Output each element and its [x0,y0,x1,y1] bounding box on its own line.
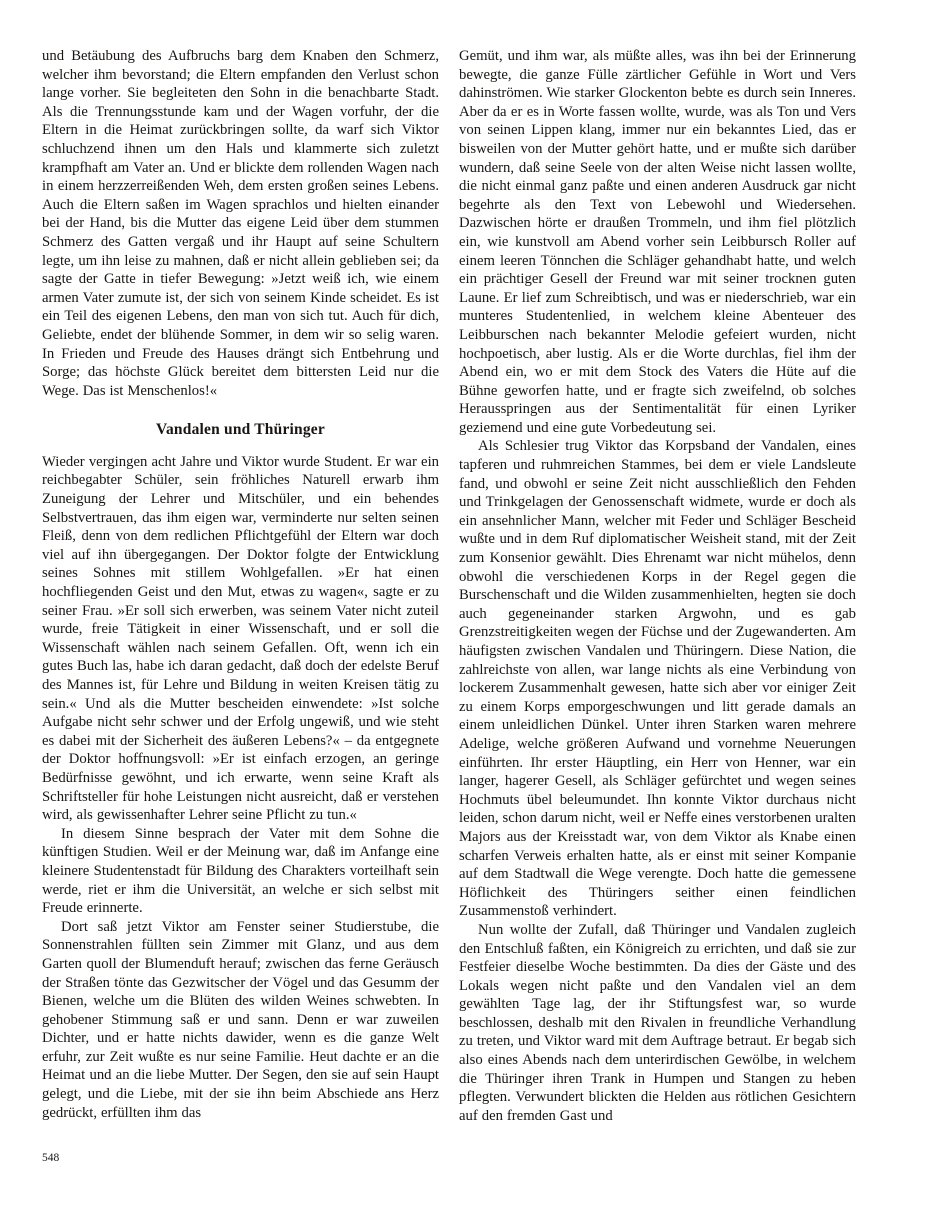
right-column [459,47,856,1125]
text-columns [42,47,856,1125]
paragraph: Nun wollte der Zufall, daß Thüringer und Vandalen zugleich den Entschluß faßten, ein Königreich zu errichten, und daß sie zur Festfeier dieselbe Woche bestimmten. Da dies der Gäste und des Lokals wegen nicht paßte und den Vandalen viel an dem gewählten Tage lag, der ihr Stiftungsfest war, so wurde beschlossen, deshalb mit den Rivalen in freundliche Verhandlung zu treten, und Viktor ward mit dem Auftrage betraut. Er begab sich also eines Abends nach dem unterirdischen Gewölbe, in welchem die Thüringer ihren Trank in Humpen und Stangen zu heben pflegten. Verwundert blickten die Helden aus rötlichen Gesichtern auf den fremden Gast und [459,921,856,1124]
page-number: 548 [42,1152,60,1164]
paragraph: und Betäubung des Aufbruchs barg dem Knaben den Schmerz, welcher ihm bevorstand; die Eltern empfanden den Verlust schon lange vorher. Sie begleiteten den Sohn in die benachbarte Stadt. Als die Trennungsstunde kam und der Wagen vorfuhr, der die Eltern in die Heimat zurückbringen sollte, da warf sich Viktor schluchzend ihnen um den Hals und klammerte sich zuletzt krampfhaft am Vater an. Und er blickte dem rollenden Wagen nach in einem herzzerreißenden Weh, dem ersten großen seines Lebens. Auch die Eltern saßen im Wagen sprachlos und hielten einander bei der Hand, bis die Mutter das eigene Leid über dem stummen Schmerz des Gatten vergaß und ihr Haupt auf seine Schultern legte, um ihn leise zu mahnen, daß er nicht allein geblieben sei; da sagte der Gatte in tiefer Bewegung: »Jetzt weiß ich, wie einem armen Vater zumute ist, der sich von seinem Kinde scheidet. Es ist ein Teil des eigenen Lebens, den man von sich tut. Auch für dich, Geliebte, endet der blühende Sommer, in dem wir so selig waren. In Frieden und Freude des Hauses drängt sich Entbehrung und Sorge; das höchste Glück bereitet dem bittersten Leid nur die Wege. Das ist Menschenlos!« [42,48,439,399]
section-heading: Vandalen und Thüringer [156,421,325,439]
paragraph: Als Schlesier trug Viktor das Korpsband der Vandalen, eines tapferen und ruhmreichen Stammes, bei dem er viele Landsleute fand, und obwohl er seine Zeit nicht ausschließlich den Fehden und Trinkgelagen der Genossenschaft widmete, wurde er doch als ein ansehnlicher Mann, welcher mit Feder und Schläger Bescheid wußte und in dem Ruf diplomatischer Weisheit stand, mit der Zeit zum Konsenior gewählt. Dies Ehrenamt war nicht mühelos, denn obwohl die verschiedenen Korps in der Regel gegen die Burschenschaft und die Wilden zusammenhielten, hegten sie doch auch gegeneinander starken Argwohn, und es gab Grenzstreitigkeiten wegen der Füchse und der Zugewanderten. Am häufigsten zwischen Vandalen und Thüringern. Diese Nation, die zahlreichste von allen, war lange nichts als eine Verbindung von lockerem Zusammenhalt gewesen, hatte sich aber vor einiger Zeit zu einem Korps emporgeschwungen und litt gerade damals an einem unleidlichen Dünkel. Unter ihren Starken waren mehrere Adelige, welche größeren Aufwand und vornehme Neuerungen einführten. Ihr erster Häuptling, ein Herr von Henner, war ein langer, hagerer Gesell, als Schläger gefürchtet und wegen seines Hochmuts übel beleumundet. Ihn konnte Viktor durchaus nicht leiden, schon darum nicht, weil er Neffe eines verstorbenen uralten Majors aus der Kreisstadt war, von dem Viktor als Knabe einen scharfen Verweis erhalten hatte, als er einst mit seiner Kompanie auf dem Stadtwall die Wege verengte. Doch hatte die gemessene Höflichkeit des Thüringers seither einen feindlichen Zusammenstoß verhindert. [459,438,856,920]
paragraph: In diesem Sinne besprach der Vater mit dem Sohne die künftigen Studien. Weil er der Meinung war, daß im Anfange eine kleinere Studentenstadt für Bildung des Charakters vorteilhaft sein werde, riet er ihm die Universität, an welche er sich selbst mit Freude erinnerte. [42,825,439,917]
paragraph: Dort saß jetzt Viktor am Fenster seiner Studierstube, die Sonnenstrahlen füllten sein Zimmer mit Glanz, und aus dem Garten quoll der Blumenduft herauf; zwischen das ferne Geräusch der Straßen tönte das Gezwitscher der Vögel und das Gesumm der Bienen, welche um die Blüten des wilden Weines schwebten. In gehobener Stimmung saß er und sann. Denn er war zuweilen Dichter, und er hatte nichts dawider, wenn es die ganze Welt erfuhr, zur Zeit wußte es nur seine Familie. Heut dachte er an die Heimat und an die liebe Mutter. Der Segen, den sie auf sein Haupt gelegt, und die Liebe, mit der sie ihn beim Abschiede ans Herz gedrückt, erfüllten ihm das [42,918,439,1121]
left-column [42,47,439,1125]
paragraph: Gemüt, und ihm war, als müßte alles, was ihn bei der Erinnerung bewegte, die ganze Fülle zärtlicher Gefühle in Wort und Vers dahinströmen. Wie starker Glockenton bebte es durch sein Inneres. Aber da er es in Worte fassen wollte, wurde, was als Ton und Vers von seinen Lippen klang, immer nur ein bekanntes Lied, das er bisweilen von der Mutter gehört hatte, und er mußte sich darüber wundern, daß seine Seele von der alten Weise nicht lassen wollte, die nicht einmal ganz paßte und einen anderen Ausdruck gar nicht begehrte als den Text von Lebewohl und Wiedersehen. Dazwischen hörte er draußen Trommeln, und ihm fiel plötzlich ein, wie kunstvoll am Abend vorher sein Leibbursch Roller auf einem leeren Tönnchen die Schläger gehandhabt hatte, und welch ein prächtiger Gesell der Freund war mit seiner trocknen guten Laune. Er lief zum Schreibtisch, und was er niederschrieb, war ein munteres Studentenlied, in welchem kleine Abenteuer des Leibburschen nach bekannter Melodie gefeiert wurden, nicht hochpoetisch, aber lustig. Als er die Worte durchlas, fiel ihm der Abend ein, wo er mit dem Stock des Vaters die Hüte auf die Bühne geworfen hatte, und er fragte sich zweifelnd, ob solches Herausspringen aus der Sentimentalität für einen Lyriker geziemend und eine gute Vorbedeutung sei. [459,48,856,436]
paragraph: Wieder vergingen acht Jahre und Viktor wurde Student. Er war ein reichbegabter Schüler, sein fröhliches Naturell erwarb ihm Zuneigung der Lehrer und Mitschüler, und ein behendes Selbstvertrauen, das ihm eigen war, verminderte nur selten seinen Fleiß, denn von dem redlichen Pflichtgefühl der Eltern war doch viel auf ihn übergegangen. Der Doktor folgte der Entwicklung seines Sohnes mit stillem Wohlgefallen. »Er hat einen hochfliegenden Geist und den Mut, etwas zu wagen«, sagte er zu seiner Frau. »Er soll sich erwerben, was seinem Vater nicht zuteil wurde, freie Tätigkeit in einer Wissenschaft, und er soll die Wissenschaft wählen nach seinem Gefallen. Oft, wenn ich ein gutes Buch las, habe ich daran gedacht, daß doch der edelste Beruf des Mannes ist, für Lehre und Bildung in weiten Kreisen tätig zu sein.« Und als die Mutter bescheiden einwendete: »Ist solche Aufgabe nicht sehr schwer und der Erfolg ungewiß, und wie steht es dabei mit der Sicherheit des äußeren Lebens?« – da entgegnete der Doktor hoffnungsvoll: »Er ist einfach erzogen, an geringe Bedürfnisse gewöhnt, und ich erwarte, wenn seine Kraft als Schriftsteller für hohe Leistungen nicht ausreicht, daß er verstehen wird, als gewissenhafter Lehrer seine Pflicht zu tun.« [42,453,439,824]
